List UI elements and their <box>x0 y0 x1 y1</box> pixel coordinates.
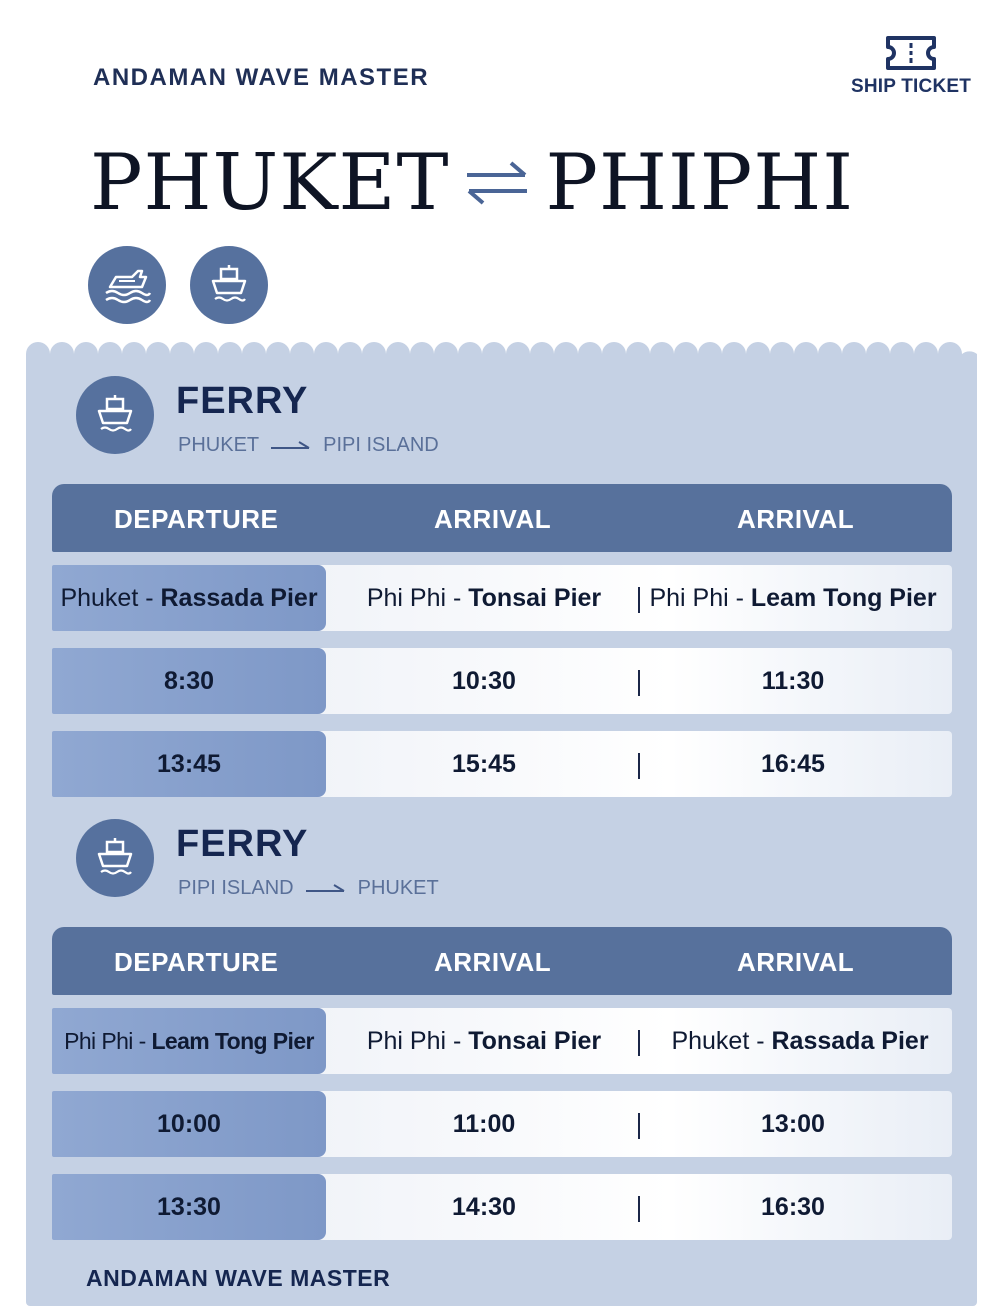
arrival-time: 11:30 <box>761 666 825 695</box>
ship-ticket-label: SHIP TICKET <box>850 76 972 97</box>
section-title: FERRY <box>176 823 309 865</box>
route-to: PHUKET <box>357 877 439 899</box>
column-departure: DEPARTURE <box>114 947 279 977</box>
departure-time: 8:30 <box>52 648 326 714</box>
section-title: FERRY <box>176 380 309 422</box>
arrival-time: 13:00 <box>761 1109 825 1138</box>
scallop-edge <box>26 342 977 360</box>
ferry-icon <box>190 246 268 324</box>
swap-arrows-icon <box>463 157 531 209</box>
brand-name: ANDAMAN WAVE MASTER <box>93 64 430 91</box>
pier-row <box>52 565 952 631</box>
section-route <box>178 877 439 900</box>
arrow-right-icon <box>306 883 346 895</box>
transport-modes <box>88 246 268 324</box>
ticket-icon <box>884 34 938 72</box>
arrow-right-icon <box>271 440 311 452</box>
departure-time: 13:30 <box>52 1174 326 1240</box>
destination-city: PHIPHI <box>545 138 855 228</box>
route-from: PIPI ISLAND <box>178 877 294 899</box>
footer-brand: ANDAMAN WAVE MASTER <box>86 1265 391 1291</box>
route-to: PIPI ISLAND <box>323 434 439 456</box>
column-arrival: ARRIVAL <box>434 504 552 534</box>
departure-pier: Phi Phi - Leam Tong Pier <box>52 1008 326 1074</box>
table-header <box>52 927 952 995</box>
route-from: PHUKET <box>178 434 260 456</box>
departure-time: 13:45 <box>52 731 326 797</box>
ferry-icon <box>76 376 154 454</box>
arrival-pier: Phi Phi - Tonsai Pier <box>366 583 602 612</box>
arrival-time: 15:45 <box>452 749 516 778</box>
origin-city: PHUKET <box>90 138 450 228</box>
arrival-time: 16:30 <box>761 1192 825 1221</box>
arrival-pier: Phi Phi - Tonsai Pier <box>366 1026 602 1055</box>
schedule-board <box>26 354 977 1306</box>
route-title <box>90 138 854 228</box>
arrival-time: 16:45 <box>761 749 825 778</box>
departure-time: 10:00 <box>52 1091 326 1157</box>
arrival-pier: Phuket - Rassada Pier <box>671 1026 929 1055</box>
time-row <box>52 648 952 714</box>
arrival-pier: Phi Phi - Leam Tong Pier <box>649 583 937 612</box>
arrival-time: 14:30 <box>452 1192 516 1221</box>
arrival-time: 10:30 <box>452 666 516 695</box>
column-departure: DEPARTURE <box>114 504 279 534</box>
departure-pier: Phuket - Rassada Pier <box>52 565 326 631</box>
pier-row <box>52 1008 952 1074</box>
time-row <box>52 731 952 797</box>
time-row <box>52 1174 952 1240</box>
speedboat-icon <box>88 246 166 324</box>
time-row <box>52 1091 952 1157</box>
column-arrival: ARRIVAL <box>737 947 855 977</box>
column-arrival: ARRIVAL <box>737 504 855 534</box>
table-header <box>52 484 952 552</box>
ferry-icon <box>76 819 154 897</box>
arrival-time: 11:00 <box>452 1109 516 1138</box>
column-arrival: ARRIVAL <box>434 947 552 977</box>
section-route <box>178 434 439 457</box>
ship-ticket-badge <box>846 34 976 98</box>
